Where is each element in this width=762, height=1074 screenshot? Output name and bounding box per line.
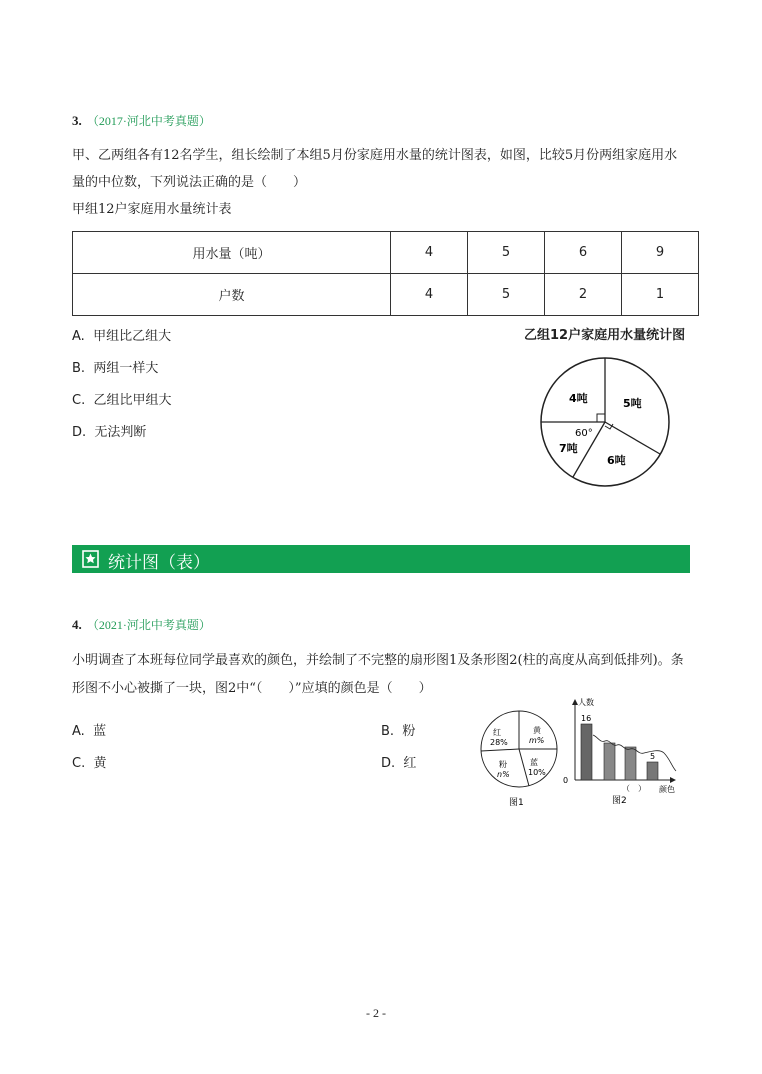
page-number: - 2 - — [366, 1006, 386, 1020]
table-cell: 4 — [391, 274, 468, 316]
option-key: B. — [381, 724, 395, 739]
option-text: 粉 — [402, 724, 416, 739]
q3-option-c[interactable] — [72, 389, 172, 408]
table-cell: 1 — [622, 274, 699, 316]
bar-2 — [604, 743, 615, 780]
q4-stem-line2: 形图不小心被撕了一块，图2中“（ ）”应填的颜色是（ ） — [72, 681, 432, 696]
q3-table-title: 甲组12户家庭用水量统计表 — [72, 202, 232, 217]
option-key: C. — [72, 393, 86, 408]
table-row — [73, 232, 699, 274]
q3-option-b[interactable] — [72, 357, 158, 376]
option-text: 甲组比乙组大 — [93, 329, 172, 344]
right-angle-mark — [597, 414, 605, 422]
fig1-caption: 图1 — [509, 798, 524, 808]
q4-number: 4. — [72, 617, 82, 632]
fig2-origin: 0 — [563, 776, 569, 785]
fig2-blank: （ ） — [622, 784, 646, 793]
fig1-yellow-pct: m% — [529, 736, 545, 745]
fig1-yellow-label: 黄 — [533, 726, 541, 735]
bar-5 — [647, 762, 658, 780]
fig2-caption: 图2 — [612, 796, 627, 806]
bar-16 — [581, 724, 592, 780]
fig1-blue-pct: 10% — [528, 768, 546, 777]
table-cell: 5 — [468, 232, 545, 274]
q3-source: （2017·河北中考真题） — [86, 114, 211, 128]
fig1-red-label: 红 — [493, 728, 501, 737]
q3-header — [72, 110, 211, 129]
option-text: 两组一样大 — [93, 361, 159, 376]
pie-divider — [481, 749, 519, 751]
q4-fig1-pie — [475, 705, 565, 815]
option-key: D. — [381, 756, 396, 771]
pie-label-4t: 4吨 — [569, 392, 588, 405]
table-cell: 2 — [545, 274, 622, 316]
q3-pie-chart — [535, 352, 675, 492]
pie-divider — [605, 422, 660, 454]
fig1-blue-label: 蓝 — [530, 758, 538, 767]
section-banner — [72, 545, 690, 573]
option-text: 黄 — [93, 756, 107, 771]
option-key: A. — [72, 329, 85, 344]
table-cell: 用水量（吨） — [73, 232, 391, 274]
option-text: 乙组比甲组大 — [93, 393, 172, 408]
fig2-small-value: 5 — [650, 752, 656, 761]
table-cell: 6 — [545, 232, 622, 274]
q4-stem-line1: 小明调查了本班每位同学最喜欢的颜色，并绘制了不完整的扇形图1及条形图2(柱的高度从高到低排列)。条 — [72, 653, 684, 668]
q3-table — [72, 231, 699, 316]
table-cell: 5 — [468, 274, 545, 316]
bar-3 — [625, 747, 636, 780]
q3-option-d[interactable] — [72, 421, 146, 440]
fig1-pink-label: 粉 — [499, 760, 507, 769]
q3-number: 3. — [72, 113, 82, 128]
option-key: B. — [72, 361, 86, 376]
q3-pie-title: 乙组12户家庭用水量统计图 — [524, 328, 686, 343]
q3-option-a[interactable] — [72, 325, 171, 344]
q4-fig2-bar — [560, 695, 690, 815]
fig1-pink-pct: n% — [497, 770, 510, 779]
option-text: 红 — [403, 756, 417, 771]
pie-label-5t: 5吨 — [623, 397, 642, 410]
option-key: C. — [72, 756, 86, 771]
q3-stem-line1: 甲、乙两组各有12名学生，组长绘制了本组5月份家庭用水量的统计图表，如图，比较5月份两组家庭用水 — [72, 148, 678, 163]
fig2-xlabel: 颜色 — [659, 785, 675, 794]
q4-source: （2021·河北中考真题） — [86, 618, 211, 632]
q4-header — [72, 614, 211, 633]
q3-stem-line2: 量的中位数，下列说法正确的是（ ） — [72, 175, 307, 190]
pie-label-6t: 6吨 — [607, 454, 626, 467]
q4-option-d[interactable] — [381, 752, 416, 771]
table-cell: 户数 — [73, 274, 391, 316]
bookmark-icon — [82, 550, 99, 568]
fig2-ylabel: 人数 — [578, 698, 594, 707]
pie-angle-label: 60° — [575, 428, 593, 439]
table-row — [73, 274, 699, 316]
table-cell: 9 — [622, 232, 699, 274]
table-cell: 4 — [391, 232, 468, 274]
fig2-top-value: 16 — [581, 714, 592, 723]
q4-option-a[interactable] — [72, 720, 106, 739]
x-axis-arrow — [670, 777, 676, 783]
fig1-red-pct: 28% — [490, 738, 508, 747]
q4-option-b[interactable] — [381, 720, 415, 739]
option-key: D. — [72, 425, 87, 440]
option-text: 无法判断 — [94, 425, 147, 440]
option-text: 蓝 — [93, 724, 107, 739]
option-key: A. — [72, 724, 85, 739]
pie-label-7t: 7吨 — [559, 442, 578, 455]
q4-option-c[interactable] — [72, 752, 107, 771]
section-title: 统计图（表） — [108, 553, 210, 573]
